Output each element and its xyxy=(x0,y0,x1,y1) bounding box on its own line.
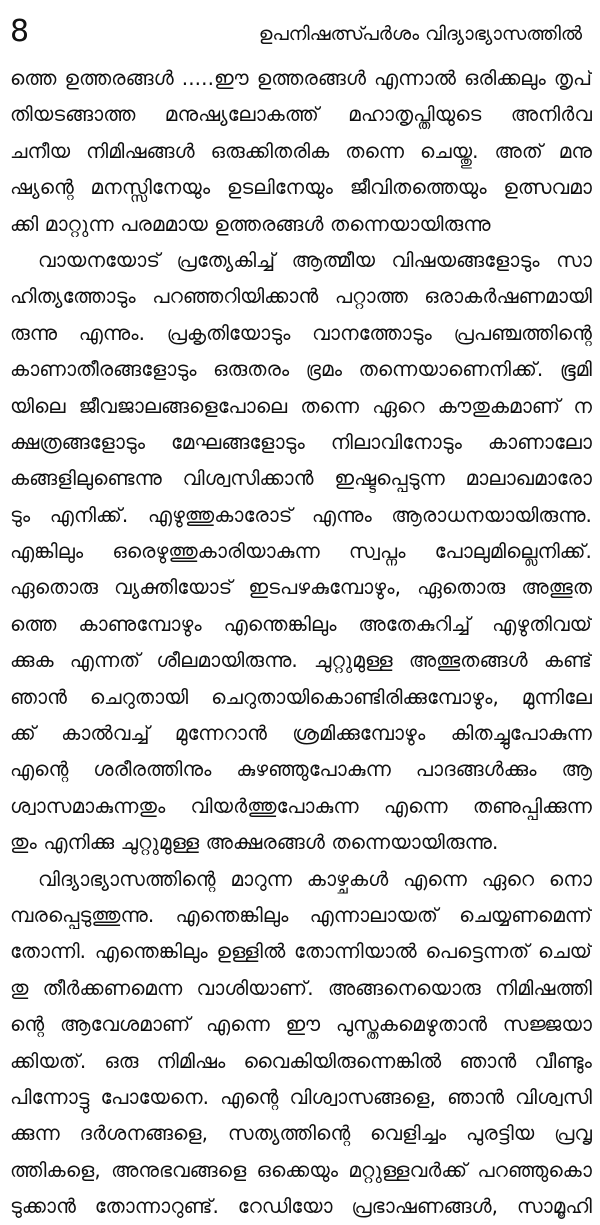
text-line: ക്കി മാറ്റുന്ന പരമമായ ഉത്തരങ്ങൾ തന്നെയായിരുന്നു xyxy=(10,211,491,236)
text-line: പിന്നോട്ടു പോയേനെ. എന്റെ വിശ്വാസങ്ങളെ, ഞാൻ വിശ്വസി xyxy=(10,1084,592,1109)
text-line: ഹിത്യത്തോടും പറഞ്ഞറിയിക്കാൻ പറ്റാത്ത ഒരാകർഷണമായി xyxy=(10,284,592,309)
text-line: തും എനിക്കു ചുറ്റുമുള്ള അക്ഷരങ്ങൾ തന്നെയായിരുന്നു. xyxy=(10,830,499,855)
text-line: ക്ഷത്രങ്ങളോടും മേഘങ്ങളോടും നിലാവിനോടും കാണാലോ xyxy=(10,429,592,454)
text-line: കങ്ങളിലുണ്ടെന്നു വിശ്വസിക്കാൻ ഇഷ്ടപ്പെടുന്ന മാലാഖമാരോ xyxy=(10,466,592,491)
body-text xyxy=(10,60,592,1225)
text-line: ഞാൻ ചെറുതായി ചെറുതായികൊണ്ടിരിക്കുമ്പോഴും, മുന്നിലേ xyxy=(10,684,592,709)
text-line: തിയടങ്ങാത്ത മനുഷ്യലോകത്ത് മഹാതൃപ്തിയുടെ അനിർവ xyxy=(10,102,592,127)
paragraph-first-line: വിദ്യാഭ്യാസത്തിന്റെ മാറുന്ന കാഴ്ചകൾ എന്നെ ഏറെ നൊ xyxy=(38,866,592,891)
text-line: ഷ്യന്റെ മനസ്സിനേയും ഉടലിനേയും ജീവിതത്തെയും ഉത്സവമാ xyxy=(10,175,592,200)
paragraph-first-line: വായനയോട് പ്രത്യേകിച്ച് ആത്മീയ വിഷയങ്ങളോടും സാ xyxy=(38,247,592,272)
running-head: ഉപനിഷത്സ്പർശം വിദ്യാഭ്യാസത്തിൽ xyxy=(258,23,582,45)
text-line: ക്കുക എന്നത് ശീലമായിരുന്നു. ചുറ്റുമുള്ള അത്ഭുതങ്ങൾ കണ്ട് xyxy=(10,648,592,673)
text-line: രുന്നു എന്നും. പ്രകൃതിയോടും വാനത്തോടും പ്രപഞ്ചത്തിന്റെ xyxy=(10,320,592,345)
text-line: ടും എനിക്ക്. എഴുത്തുകാരോട് എന്നും ആരാധനയായിരുന്നു. xyxy=(10,502,592,527)
text-line: ത്തെ കാണുമ്പോഴും എന്തെങ്കിലും അതേകുറിച്ച് എഴുതിവയ് xyxy=(10,611,592,636)
text-line: ത്തെ ഉത്തരങ്ങൾ .....ഈ ഉത്തരങ്ങൾ എന്നാൽ ഒരിക്കലും തൃപ് xyxy=(10,66,592,90)
text-line: ഏതൊരു വ്യക്തിയോട് ഇടപഴകുമ്പോഴും, ഏതൊരു അത്ഭുത xyxy=(10,575,592,600)
text-line: ത്തികളെ, അനുഭവങ്ങളെ ഒക്കെയും മറ്റുള്ളവർക്ക് പറഞ്ഞുകൊ xyxy=(10,1157,592,1182)
page-number: 8 xyxy=(10,14,30,49)
text-line: യിലെ ജീവജാലങ്ങളെപോലെ തന്നെ ഏറെ കൗതുകമാണ് ന xyxy=(10,393,592,418)
text-line: മ്പരപ്പെടുത്തുന്നു. എന്തെങ്കിലും എന്നാലായത് ചെയ്യണമെന്ന് xyxy=(10,902,592,927)
text-line: ക്ക് കാൽവച്ച് മുന്നേറാൻ ശ്രമിക്കുമ്പോഴും കിതച്ചുപോകുന്ന xyxy=(10,721,592,746)
text-line: തോന്നി. എന്തെങ്കിലും ഉള്ളിൽ തോന്നിയാൽ പെട്ടെന്നത് ചെയ് xyxy=(10,939,592,964)
text-line: തു തീർക്കണമെന്ന വാശിയാണ്. അങ്ങനെയൊരു നിമിഷത്തി xyxy=(10,975,592,1000)
text-line: ക്കുന്ന ദർശനങ്ങളെ, സത്യത്തിന്റെ വെളിച്ചം പുരട്ടിയ പ്രവൃ xyxy=(10,1121,592,1146)
text-line: ശ്വാസമാകുന്നതും വിയർത്തുപോകുന്ന എന്നെ തണുപ്പിക്കുന്ന xyxy=(10,793,592,818)
text-line: ടുക്കാൻ തോന്നാറുണ്ട്. റേഡിയോ പ്രഭാഷണങ്ങൾ, സാമൂഹി xyxy=(10,1194,592,1219)
text-line: ന്റെ ആവേശമാണ് എന്നെ ഈ പുസ്തകമെഴുതാൻ സജ്ജയാ xyxy=(10,1012,592,1037)
text-line: ചനീയ നിമിഷങ്ങൾ ഒരുക്കിതരിക തന്നെ ചെയ്തു. അത് മനു xyxy=(10,138,592,163)
text-line: എന്റെ ശരീരത്തിനും കുഴഞ്ഞുപോകുന്ന പാദങ്ങൾക്കും ആ xyxy=(10,757,592,782)
text-line: എങ്കിലും ഒരെഴുത്തുകാരിയാകുന്ന സ്വപ്നം പോലുമില്ലെനിക്ക്. xyxy=(10,539,592,564)
text-line: കാണാതീരങ്ങളോടും ഒരുതരം ഭ്രമം തന്നെയാണെനിക്ക്. ഭൂമി xyxy=(10,357,592,382)
text-line: ക്കിയത്. ഒരു നിമിഷം വൈകിയിരുന്നെങ്കിൽ ഞാൻ വീണ്ടും xyxy=(10,1048,592,1073)
page-header xyxy=(10,14,582,50)
